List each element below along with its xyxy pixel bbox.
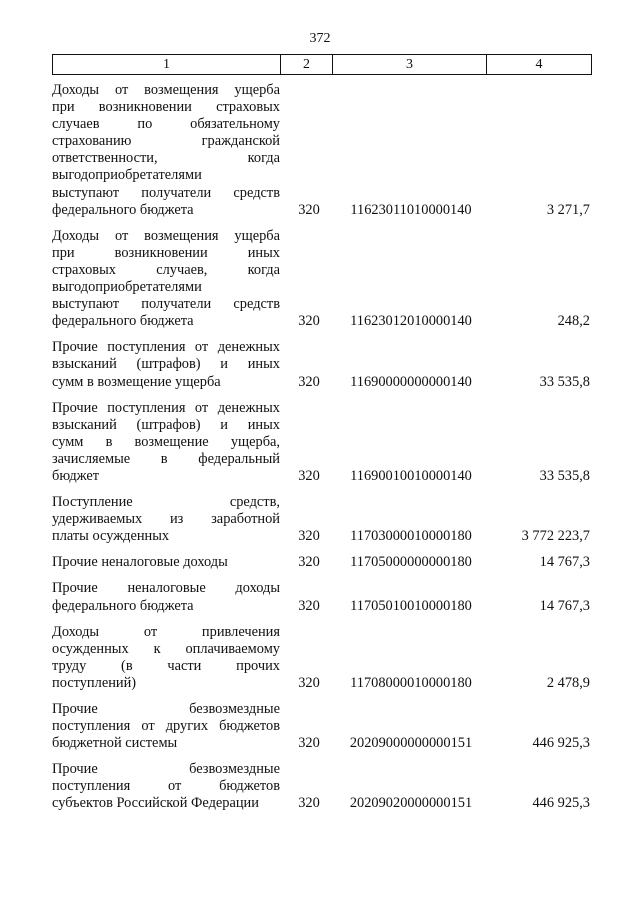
row-name-line: Прочие неналоговые доходы bbox=[52, 580, 280, 597]
row-name-line: субъектов Российской Федерации bbox=[52, 795, 259, 812]
table-row bbox=[52, 339, 592, 390]
row-name-line: ответственности, когда bbox=[52, 150, 280, 167]
column-header-4: 4 bbox=[486, 55, 591, 74]
row-name-line: при возникновении страховых bbox=[52, 99, 280, 116]
row-name-line: выгодоприобретателями bbox=[52, 167, 202, 184]
page-number: 372 bbox=[309, 31, 331, 46]
row-budget-code: 11705000000000180 bbox=[350, 554, 472, 571]
row-name-line: Прочие неналоговые доходы bbox=[52, 554, 228, 571]
row-admin-code: 320 bbox=[298, 528, 320, 545]
table-row bbox=[52, 400, 592, 485]
table-row bbox=[52, 554, 592, 571]
row-budget-code: 20209000000000151 bbox=[349, 735, 473, 752]
row-name-line: бюджетной системы bbox=[52, 735, 178, 752]
row-amount: 446 925,3 bbox=[532, 795, 590, 812]
row-admin-code: 320 bbox=[298, 795, 320, 812]
row-name-line: взысканий (штрафов) и иных bbox=[52, 416, 280, 433]
row-name-line: страховых случаев, когда bbox=[52, 261, 280, 278]
table-row bbox=[52, 761, 592, 812]
row-amount: 248,2 bbox=[557, 313, 590, 330]
row-name-line: поступлений) bbox=[52, 674, 137, 691]
row-budget-code: 11703000010000180 bbox=[350, 528, 472, 545]
table-body bbox=[52, 82, 592, 822]
row-name-line: федерального бюджета bbox=[52, 201, 194, 218]
row-name bbox=[52, 580, 280, 614]
row-name-line: Доходы от возмещения ущерба bbox=[52, 227, 280, 244]
row-amount: 2 478,9 bbox=[546, 674, 590, 691]
row-admin-code: 320 bbox=[298, 201, 320, 218]
row-name-line: выступают получатели средств bbox=[52, 296, 280, 313]
table-row bbox=[52, 580, 592, 614]
row-name-line: федерального бюджета bbox=[52, 597, 194, 614]
row-budget-code: 11623011010000140 bbox=[350, 201, 472, 218]
row-name-line: при возникновении иных bbox=[52, 244, 280, 261]
row-admin-code: 320 bbox=[298, 313, 320, 330]
table-row bbox=[52, 228, 592, 331]
row-admin-code: 320 bbox=[298, 467, 320, 484]
row-name-line: федерального бюджета bbox=[52, 313, 194, 330]
row-name bbox=[52, 494, 280, 545]
row-amount: 33 535,8 bbox=[539, 373, 590, 390]
column-header-3: 3 bbox=[332, 55, 486, 74]
row-name-line: Прочие поступления от денежных bbox=[52, 399, 280, 416]
table-row bbox=[52, 494, 592, 545]
column-header-1: 1 bbox=[163, 56, 170, 72]
row-name-line: сумм в возмещение ущерба, bbox=[52, 433, 280, 450]
row-name bbox=[52, 400, 280, 485]
row-name-line: Доходы от привлечения bbox=[52, 623, 280, 640]
column-header-2: 2 bbox=[280, 55, 332, 74]
row-budget-code: 11690010010000140 bbox=[350, 467, 472, 484]
row-name-line: поступления от других бюджетов bbox=[52, 718, 280, 735]
row-admin-code: 320 bbox=[298, 735, 320, 752]
row-name-line: выгодоприобретателями bbox=[52, 279, 202, 296]
row-admin-code: 320 bbox=[298, 373, 320, 390]
row-name-line: зачисляемые в федеральный bbox=[52, 450, 280, 467]
table-row bbox=[52, 82, 592, 219]
row-name-line: Поступление средств, bbox=[52, 494, 280, 511]
table-row bbox=[52, 701, 592, 752]
row-budget-code: 20209020000000151 bbox=[349, 795, 473, 812]
row-name-line: Прочие безвозмездные bbox=[52, 761, 280, 778]
table-header bbox=[52, 54, 592, 75]
row-name-line: бюджет bbox=[52, 467, 100, 484]
row-amount: 446 925,3 bbox=[532, 735, 590, 752]
row-name-line: взысканий (штрафов) и иных bbox=[52, 356, 280, 373]
row-amount: 3 772 223,7 bbox=[521, 528, 590, 545]
row-name-line: сумм в возмещение ущерба bbox=[52, 373, 221, 390]
row-name bbox=[52, 82, 280, 219]
row-name-line: случаев по обязательному bbox=[52, 116, 280, 133]
row-name bbox=[52, 339, 280, 390]
row-amount: 3 271,7 bbox=[546, 201, 590, 218]
row-admin-code: 320 bbox=[298, 674, 320, 691]
row-budget-code: 11690000000000140 bbox=[350, 373, 472, 390]
row-name bbox=[52, 701, 280, 752]
row-name-line: осужденных к оплачиваемому bbox=[52, 640, 280, 657]
row-name bbox=[52, 624, 280, 692]
row-name-line: Доходы от возмещения ущерба bbox=[52, 82, 280, 98]
row-name-line: поступления от бюджетов bbox=[52, 778, 280, 795]
row-name bbox=[52, 761, 280, 812]
row-admin-code: 320 bbox=[298, 554, 320, 571]
row-name-line: платы осужденных bbox=[52, 528, 170, 545]
row-name-line: Прочие безвозмездные bbox=[52, 701, 280, 717]
row-name-line: Прочие поступления от денежных bbox=[52, 339, 280, 356]
row-name bbox=[52, 228, 280, 331]
row-name-line: выступают получатели средств bbox=[52, 184, 280, 201]
row-budget-code: 11705010010000180 bbox=[350, 597, 472, 614]
row-amount: 14 767,3 bbox=[539, 597, 590, 614]
row-name-line: труду (в части прочих bbox=[52, 657, 280, 674]
row-name bbox=[52, 554, 280, 571]
row-budget-code: 11708000010000180 bbox=[350, 674, 472, 691]
row-name-line: удерживаемых из заработной bbox=[52, 511, 280, 528]
row-name-line: страхованию гражданской bbox=[52, 133, 280, 150]
row-budget-code: 11623012010000140 bbox=[350, 313, 472, 330]
row-amount: 14 767,3 bbox=[539, 554, 590, 571]
row-amount: 33 535,8 bbox=[539, 467, 590, 484]
table-row bbox=[52, 624, 592, 692]
row-admin-code: 320 bbox=[298, 597, 320, 614]
